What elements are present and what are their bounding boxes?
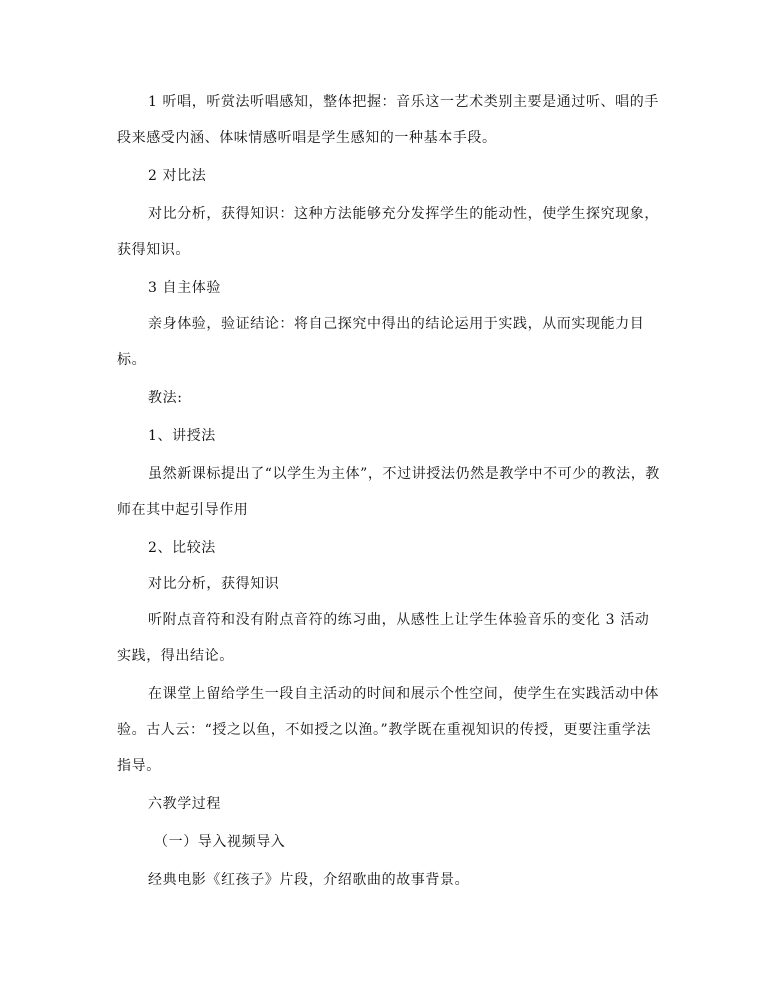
paragraph-film-clip: 经典电影《红孩子》片段，介绍歌曲的故事背景。	[148, 872, 470, 888]
paragraph-classroom-activity: 在课堂上留给学生一段自主活动的时间和展示个性空间，使学生在实践活动中体验。古人云：“授之以鱼，不如授之以渔。”教学既在重视知识的传授，更要注重学法指导。	[117, 686, 659, 774]
paragraph-listening-method: 1 听唱，听赏法听唱感知，整体把握：音乐这一艺术类别主要是通过听、唱的手段来感受内涵、体味情感听唱是学生感知的一种基本手段。	[117, 94, 659, 146]
paragraph-teaching-methods-heading: 教法:	[148, 390, 183, 406]
paragraph-dotted-notes: 听附点音符和没有附点音符的练习曲，从感性上让学生体验音乐的变化 3 活动实践，得出结论。	[117, 612, 650, 664]
paragraph-comparison-analysis: 对比分析，获得知识：这种方法能够充分发挥学生的能动性，使学生探究现象，获得知识。	[117, 206, 659, 258]
paragraph-lecture-method: 虽然新课标提出了“以学生为主体”，不过讲授法仍然是教学中不可少的教法，教师在其中起引导作用	[117, 466, 660, 518]
paragraph-lecture-method-heading: 1、讲授法	[148, 428, 216, 444]
paragraph-compare-analysis: 对比分析，获得知识	[148, 576, 280, 592]
paragraph-teaching-process-heading: 六教学过程	[148, 796, 221, 812]
paragraph-self-experience: 亲身体验，验证结论：将自己探究中得出的结论运用于实践，从而实现能力目标。	[117, 316, 645, 368]
paragraph-self-experience-heading: 3 自主体验	[148, 280, 221, 296]
paragraph-video-intro-heading: （一）导入视频导入	[154, 834, 286, 850]
paragraph-comparison-heading: 2 对比法	[148, 168, 207, 184]
paragraph-compare-method-heading: 2、比较法	[148, 540, 216, 556]
